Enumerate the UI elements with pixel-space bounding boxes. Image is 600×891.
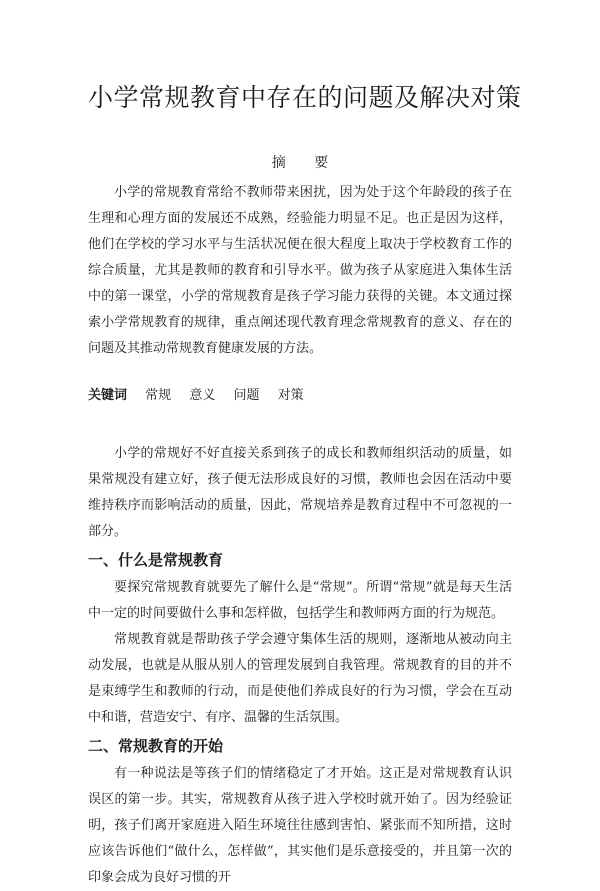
keyword: 常规 xyxy=(145,388,172,403)
keywords-line xyxy=(88,384,512,403)
section-heading-what-is-routine-education: 一、什么是常规教育 xyxy=(88,551,224,569)
abstract-heading: 摘 要 xyxy=(271,155,341,171)
keyword: 对策 xyxy=(277,388,304,403)
section2-paragraph: 有一种说法是等孩子们的情绪稳定了才开始。这正是对常规教育认识误区的第一步。其实，常规教育从孩子进入学校时就开始了。因为经验证明，孩子们离开家庭进入陌生环境往往感到害怕、紧张而不知所措，这时应该告诉他们“做什么，怎样做”，其实他们是乐意接受的，并且第一次的印象会成为良好习惯的开 xyxy=(88,766,512,885)
section1-paragraph: 要探究常规教育就要先了解什么是“常规”。所谓“常规”就是每天生活中一定的时间要做什么事和怎样做，包括学生和教师两方面的行为规范。 xyxy=(88,580,512,621)
abstract-paragraph: 小学的常规教育常给不教师带来困扰，因为处于这个年龄段的孩子在生理和心理方面的发展还不成熟，经验能力明显不足。也正是因为这样，他们在学校的学习水平与生活状况便在很大程度上取决于学校教育工作的综合质量，尤其是教师的教育和引导水平。做为孩子从家庭进入集体生活中的第一课堂，小学的常规教育是孩子学习能力获得的关键。本文通过探索小学常规教育的规律，重点阐述现代教育理念常规教育的意义、存在的问题及其推动常规教育健康发展的方法。 xyxy=(88,185,512,356)
document-title: 小学常规教育中存在的问题及解决对策 xyxy=(88,83,522,112)
keyword: 意义 xyxy=(189,388,216,403)
keyword: 问题 xyxy=(233,388,260,403)
section-heading-start-of-routine-education: 二、常规教育的开始 xyxy=(88,737,224,755)
section1-paragraph: 常规教育就是帮助孩子学会遵守集体生活的规则，逐渐地从被动向主动发展，也就是从服从别人的管理发展到自我管理。常规教育的目的并不是束缚学生和教师的行动，而是使他们养成良好的行为习惯，学会在互动中和谐，营造安宁、有序、温馨的生活氛围。 xyxy=(88,632,512,725)
intro-paragraph: 小学的常规好不好直接关系到孩子的成长和教师组织活动的质量，如果常规没有建立好，孩子便无法形成良好的习惯，教师也会因在活动中要维持秩序而影响活动的质量，因此，常规培养是教育过程中不可忽视的一部分。 xyxy=(88,446,512,539)
keywords-label: 关键词 xyxy=(88,388,128,403)
